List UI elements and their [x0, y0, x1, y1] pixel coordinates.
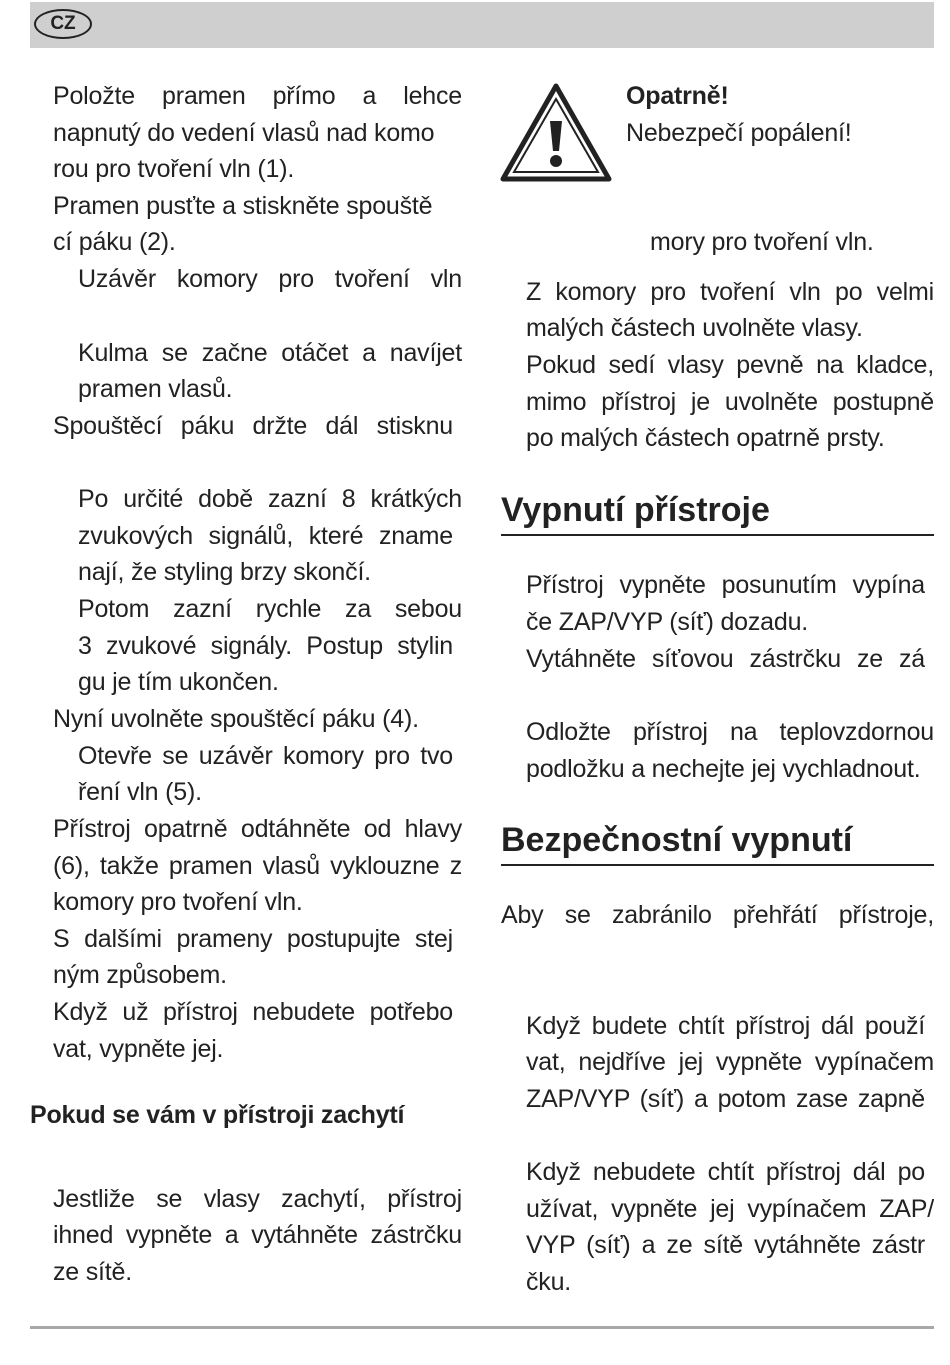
text-line: Po určité době zazní 8 krátkých	[78, 485, 462, 513]
text-line: Vytáhněte síťovou zástrčku ze zá	[526, 645, 925, 673]
text-line: (6), takže pramen vlasů vyklouzne z	[53, 852, 462, 880]
text-line: čku.	[526, 1268, 572, 1296]
heading-underline	[501, 864, 934, 866]
text-line: zvukových signálů, které zname	[78, 522, 453, 550]
text-line: Spouštěcí páku držte dál stisknu	[53, 412, 453, 440]
text-line: Z komory pro tvoření vln po velmi	[526, 278, 934, 306]
text-line: komory pro tvoření vln.	[53, 888, 303, 916]
text-line: Přístroj opatrně odtáhněte od hlavy	[53, 815, 462, 843]
text-line: Nyní uvolněte spouštěcí páku (4).	[53, 705, 419, 733]
text-line: mory pro tvoření vln.	[650, 228, 874, 256]
text-line: malých částech uvolněte vlasy.	[526, 314, 863, 342]
text-line: ným způsobem.	[53, 961, 227, 989]
text-line: gu je tím ukončen.	[78, 668, 279, 696]
footer-divider	[30, 1326, 934, 1329]
text-line: vat, nejdříve jej vypněte vypínačem	[526, 1048, 934, 1076]
text-line: pramen vlasů.	[78, 375, 233, 403]
text-line: ření vln (5).	[78, 778, 202, 806]
text-line: Aby se zabránilo přehřátí přístroje,	[501, 901, 934, 929]
text-line: napnutý do vedení vlasů nad komo	[53, 119, 435, 147]
heading-underline	[501, 534, 934, 536]
text-line: Když nebudete chtít přístroj dál po	[526, 1158, 925, 1186]
text-line: nají, že styling brzy skončí.	[78, 558, 371, 586]
text-line: vat, vypněte jej.	[53, 1035, 224, 1063]
text-line: ze sítě.	[53, 1258, 132, 1286]
text-line: podložku a nechejte jej vychladnout.	[526, 755, 921, 783]
text-line: Otevře se uzávěr komory pro tvo	[78, 742, 453, 770]
warning-title: Opatrně!	[626, 82, 729, 110]
warning-text: Nebezpečí popálení!	[626, 119, 852, 147]
header-bar	[30, 2, 934, 48]
text-line: Jestliže se vlasy zachytí, přístroj	[53, 1185, 462, 1213]
section-heading: Vypnutí přístroje	[501, 491, 770, 529]
text-line: Odložte přístroj na teplovzdornou	[526, 718, 934, 746]
language-badge: CZ	[34, 9, 92, 39]
section-heading: Bezpečnostní vypnutí	[501, 821, 853, 859]
text-line: Pokud sedí vlasy pevně na kladce,	[526, 351, 934, 379]
text-line: Uzávěr komory pro tvoření vln	[78, 265, 462, 293]
text-line: S dalšími prameny postupujte stej	[53, 925, 453, 953]
text-line: mimo přístroj je uvolněte postupně	[526, 388, 934, 416]
text-line: 3 zvukové signály. Postup stylin	[78, 632, 453, 660]
text-line: Kulma se začne otáčet a navíjet	[78, 339, 462, 367]
text-line: po malých částech opatrně prsty.	[526, 424, 885, 452]
text-line: Přístroj vypněte posunutím vypína	[526, 571, 925, 599]
text-line: če ZAP/VYP (síť) dozadu.	[526, 608, 809, 636]
text-line: Když už přístroj nebudete potřebo	[53, 998, 453, 1026]
text-line: Když budete chtít přístroj dál použí	[526, 1012, 925, 1040]
text-line: užívat, vypněte jej vypínačem ZAP/	[526, 1195, 934, 1223]
text-line: ihned vypněte a vytáhněte zástrčku	[53, 1221, 462, 1249]
text-line: rou pro tvoření vln (1).	[53, 155, 295, 183]
text-line: cí páku (2).	[53, 228, 176, 256]
text-line: Položte pramen přímo a lehce	[53, 82, 462, 110]
warning-triangle-icon	[500, 83, 612, 183]
text-line: Pramen pusťte a stiskněte spouště	[53, 192, 433, 220]
text-line: VYP (síť) a ze sítě vytáhněte zástr	[526, 1231, 925, 1259]
text-line: ZAP/VYP (síť) a potom zase zapně	[526, 1085, 925, 1113]
subheading: Pokud se vám v přístroji zachytí	[30, 1101, 405, 1129]
text-line: Potom zazní rychle za sebou	[78, 595, 462, 623]
